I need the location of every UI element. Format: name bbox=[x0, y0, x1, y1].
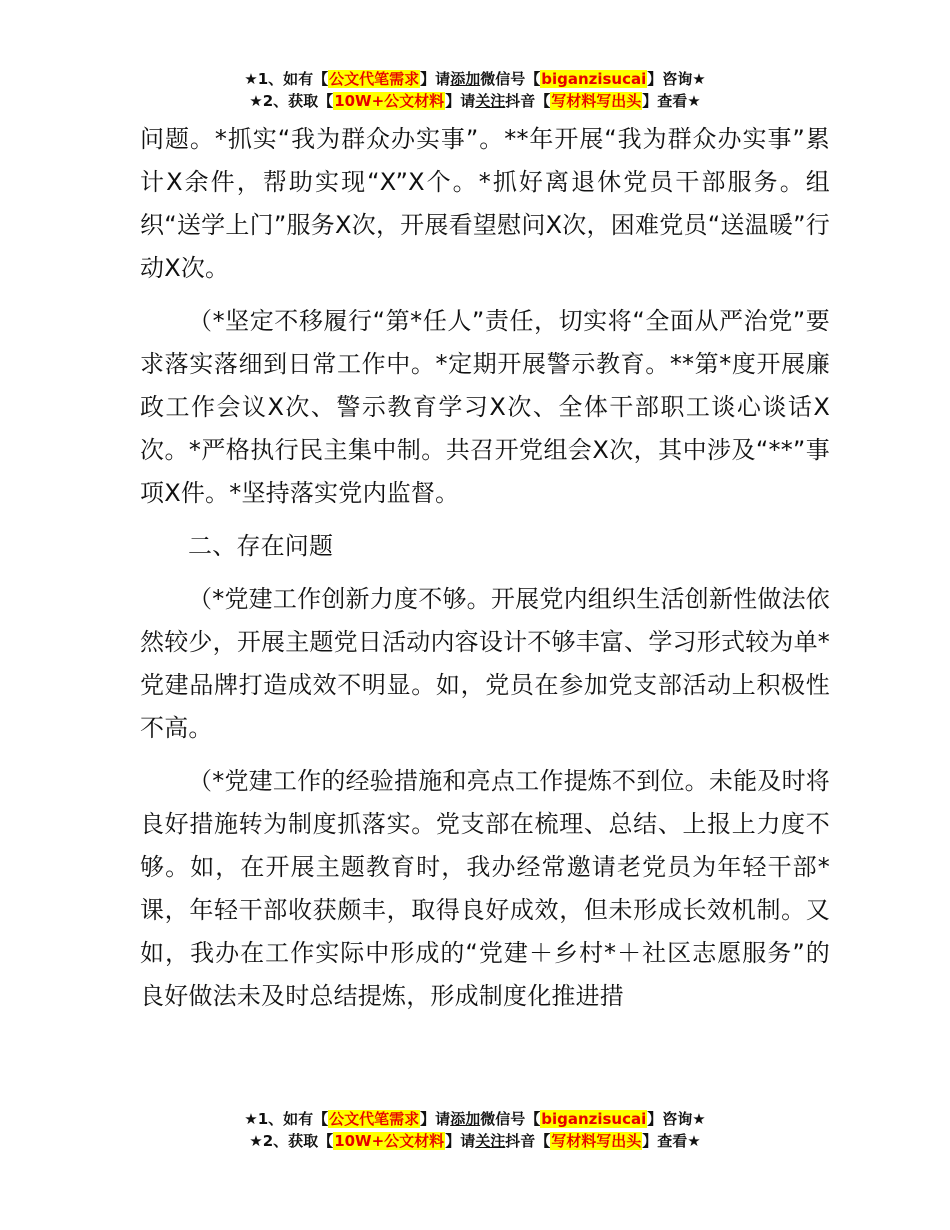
banner-underline: 关注 bbox=[475, 92, 506, 110]
banner-line-1 bbox=[0, 68, 950, 90]
banner-text: 】请 bbox=[420, 1110, 451, 1128]
banner-text: ★1、如有【 bbox=[244, 1110, 329, 1128]
banner-text: 微信号【 bbox=[480, 1110, 541, 1128]
banner-text: 】咨询★ bbox=[647, 70, 706, 88]
banner-line-1 bbox=[0, 1108, 950, 1130]
banner-underline: 添加 bbox=[450, 70, 481, 88]
banner-line-2 bbox=[0, 90, 950, 112]
document-body bbox=[140, 118, 830, 1028]
banner-highlight: biganzisucai bbox=[541, 70, 647, 88]
banner-text: ★1、如有【 bbox=[244, 70, 329, 88]
paragraph-problem-1: （*党建工作创新力度不够。开展党内组织生活创新性做法依然较少，开展主题党日活动内容设计不够丰富、学习形式较为单*党建品牌打造成效不明显。如，党员在参加党支部活动上积极性不高。 bbox=[140, 585, 830, 742]
banner-highlight: 10W+公文材料 bbox=[334, 1132, 445, 1150]
banner-text: 抖音【 bbox=[505, 1132, 551, 1150]
banner-text: 】请 bbox=[445, 92, 476, 110]
banner-underline: 添加 bbox=[450, 1110, 481, 1128]
banner-text: 】请 bbox=[445, 1132, 476, 1150]
banner-highlight: 10W+公文材料 bbox=[334, 92, 445, 110]
banner-text: 】查看★ bbox=[642, 92, 701, 110]
banner-highlight: 写材料写出头 bbox=[551, 1132, 642, 1150]
banner-text: ★2、获取【 bbox=[249, 1132, 334, 1150]
banner-text: 】请 bbox=[420, 70, 451, 88]
banner-text: 】查看★ bbox=[642, 1132, 701, 1150]
banner-underline: 关注 bbox=[475, 1132, 506, 1150]
banner-highlight: 公文代笔需求 bbox=[329, 70, 420, 88]
footer-banner bbox=[0, 1108, 950, 1152]
section-heading-problems: 二、存在问题 bbox=[188, 532, 334, 560]
paragraph-continuation: 问题。*抓实“我为群众办实事”。**年开展“我为群众办实事”累计X余件，帮助实现“X”X个。*抓好离退休党员干部服务。组织“送学上门”服务X次，开展看望慰问X次，困难党员“送温暖”行动X次。 bbox=[140, 125, 830, 282]
banner-highlight: biganzisucai bbox=[541, 1110, 647, 1128]
paragraph-problem-2: （*党建工作的经验措施和亮点工作提炼不到位。未能及时将良好措施转为制度抓落实。党支部在梳理、总结、上报上力度不够。如，在开展主题教育时，我办经常邀请老党员为年轻干部*课，年轻干部收获颇丰，取得良好成效，但未形成长效机制。又如，我办在工作实际中形成的“党建＋乡村*＋社区志愿服务”的良好做法未及时总结提炼，形成制度化推进措 bbox=[140, 767, 830, 1010]
banner-text: ★2、获取【 bbox=[249, 92, 334, 110]
banner-highlight: 写材料写出头 bbox=[551, 92, 642, 110]
banner-text: 抖音【 bbox=[505, 92, 551, 110]
banner-highlight: 公文代笔需求 bbox=[329, 1110, 420, 1128]
header-banner bbox=[0, 68, 950, 112]
banner-text: 微信号【 bbox=[480, 70, 541, 88]
banner-text: 】咨询★ bbox=[647, 1110, 706, 1128]
banner-line-2 bbox=[0, 1130, 950, 1152]
paragraph-discipline: （*坚定不移履行“第*任人”责任，切实将“全面从严治党”要求落实落细到日常工作中。*定期开展警示教育。**第*度开展廉政工作会议X次、警示教育学习X次、全体干部职工谈心谈话X次。*严格执行民主集中制。共召开党组会X次，其中涉及“**”事项X件。*坚持落实党内监督。 bbox=[140, 307, 830, 507]
